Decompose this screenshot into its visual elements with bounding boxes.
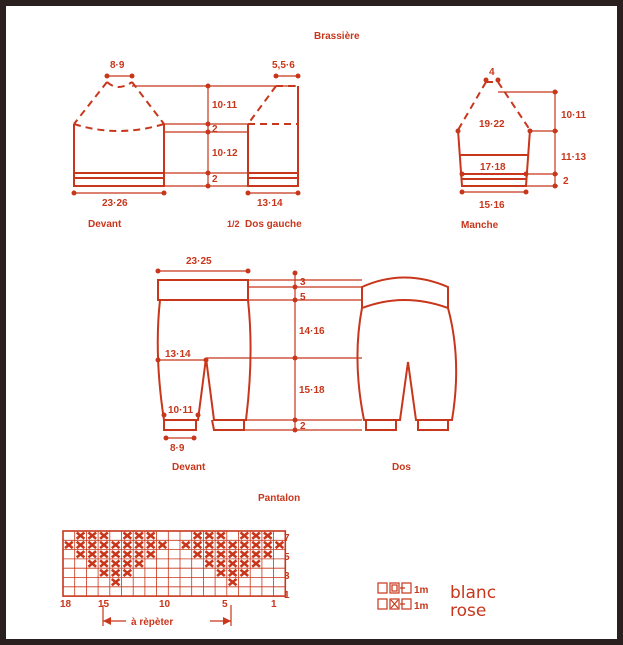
grid-cross-mark xyxy=(217,542,225,548)
grid-cross-mark xyxy=(77,533,85,539)
rose-cross-icon xyxy=(391,600,398,608)
grid-cross-mark xyxy=(147,542,155,548)
grid-cross-mark xyxy=(229,579,237,585)
grid-cross-mark xyxy=(217,533,225,539)
grid-cross-mark xyxy=(252,560,260,566)
grid-cross-mark xyxy=(112,570,120,576)
grid-cross-mark xyxy=(276,542,284,548)
grid-cross-mark xyxy=(112,542,120,548)
legend xyxy=(378,583,411,609)
manche-width-bot: 15·16 xyxy=(479,200,505,211)
pantalon-waist-measure: 23·25 xyxy=(186,256,212,267)
grid-cross-mark xyxy=(100,570,108,576)
pantalon-title: Pantalon xyxy=(258,493,301,504)
dos-shoulder-measure: 5,5·6 xyxy=(272,60,295,71)
grid-cross-mark xyxy=(229,542,237,548)
pantalon-cuff-measure: 10·11 xyxy=(168,405,194,416)
repeat-label: à rèpèter xyxy=(131,617,174,628)
manche-label: Manche xyxy=(461,220,499,231)
manche-measure-1: 10·11 xyxy=(561,110,587,121)
grid-cross-mark xyxy=(88,542,96,548)
grid-cross-mark xyxy=(229,551,237,557)
grid-cross-mark xyxy=(112,560,120,566)
grid-border xyxy=(63,531,285,596)
manche-top-measure: 4 xyxy=(489,67,495,78)
grid-col-label-1: 1 xyxy=(271,599,277,610)
brassiere-measure-4: 2 xyxy=(212,174,218,185)
legend-rose-code: 1m xyxy=(414,601,429,612)
grid-cross-mark xyxy=(252,551,260,557)
dos-label-fraction: 1/2 xyxy=(227,219,240,229)
grid-cross-mark xyxy=(241,570,249,576)
grid-cross-mark xyxy=(77,542,85,548)
grid-cross-mark xyxy=(124,560,132,566)
pantalon-measure-1: 3 xyxy=(300,277,306,288)
brassiere-title: Brassière xyxy=(314,31,360,42)
grid-cross-mark xyxy=(124,542,132,548)
grid-cross-mark xyxy=(217,551,225,557)
grid-cross-mark xyxy=(135,542,143,548)
grid-cross-mark xyxy=(252,533,260,539)
grid-cross-mark xyxy=(241,560,249,566)
brassiere-measure-1: 10·11 xyxy=(212,100,238,111)
grid-cross-mark xyxy=(194,542,202,548)
grid-cross-mark xyxy=(194,533,202,539)
grid-cross-mark xyxy=(241,551,249,557)
grid-cross-mark xyxy=(124,570,132,576)
brassiere-dos-label: Dos gauche xyxy=(245,219,302,230)
grid-cross-mark xyxy=(264,533,272,539)
pantalon-measure-5: 2 xyxy=(300,421,306,432)
grid-cross-mark xyxy=(264,542,272,548)
brassiere-dos-piece xyxy=(248,86,298,186)
grid-cross-mark xyxy=(205,560,213,566)
grid-cross-mark xyxy=(205,533,213,539)
manche-measure-2: 11·13 xyxy=(561,152,587,163)
pantalon-leg-measure: 13·14 xyxy=(165,349,191,360)
grid-col-label-10: 10 xyxy=(159,599,171,610)
grid-cross-mark xyxy=(112,579,120,585)
grid-cross-mark xyxy=(264,551,272,557)
knitting-schematic xyxy=(6,6,617,639)
pattern-sheet xyxy=(6,6,617,639)
grid-row-label-5: 5 xyxy=(284,552,290,563)
grid-cross-mark xyxy=(135,560,143,566)
grid-cross-mark xyxy=(205,551,213,557)
pantalon-measure-3: 14·16 xyxy=(299,326,325,337)
grid-cross-mark xyxy=(229,560,237,566)
grid-col-label-5: 5 xyxy=(222,599,228,610)
pantalon-devant-label: Devant xyxy=(172,462,206,473)
pantalon-measure-2: 5 xyxy=(300,292,306,303)
grid-cross-mark xyxy=(241,542,249,548)
grid-cross-mark xyxy=(100,551,108,557)
grid-cross-mark xyxy=(147,533,155,539)
grid-cross-mark xyxy=(135,551,143,557)
grid-cross-mark xyxy=(88,560,96,566)
grid-cross-mark xyxy=(135,533,143,539)
legend-blanc-code: 1m xyxy=(414,585,429,596)
grid-cross-mark xyxy=(100,560,108,566)
pantalon-foot-measure: 8·9 xyxy=(170,443,185,454)
grid-cross-mark xyxy=(194,551,202,557)
colorwork-grid xyxy=(63,531,285,596)
grid-cross-mark xyxy=(65,542,73,548)
grid-row-label-1: 1 xyxy=(284,590,290,601)
brassiere-devant-piece xyxy=(74,82,164,186)
manche-measure-3: 2 xyxy=(563,176,569,187)
grid-col-label-18: 18 xyxy=(60,599,72,610)
grid-cross-mark xyxy=(229,570,237,576)
grid-cross-mark xyxy=(88,551,96,557)
legend-blanc-text: blanc xyxy=(450,583,497,603)
grid-cross-mark xyxy=(88,533,96,539)
manche-width-mid: 17·18 xyxy=(480,162,506,173)
legend-rose-text: rose xyxy=(450,601,487,621)
grid-cross-mark xyxy=(241,533,249,539)
grid-cross-mark xyxy=(252,542,260,548)
manche-width-top: 19·22 xyxy=(479,119,505,130)
pantalon-dos-piece xyxy=(357,278,456,431)
pantalon-measure-4: 15·18 xyxy=(299,385,325,396)
brassiere-measure-2: 2 xyxy=(212,124,218,135)
grid-cross-mark xyxy=(124,551,132,557)
devant-neck-measure: 8·9 xyxy=(110,60,125,71)
grid-cross-mark xyxy=(147,551,155,557)
grid-cross-mark xyxy=(124,533,132,539)
grid-col-label-15: 15 xyxy=(98,599,110,610)
grid-cross-mark xyxy=(100,542,108,548)
pantalon-dos-label: Dos xyxy=(392,462,411,473)
devant-width-measure: 23·26 xyxy=(102,198,128,209)
grid-cross-mark xyxy=(217,570,225,576)
grid-cross-mark xyxy=(112,551,120,557)
grid-cross-mark xyxy=(100,533,108,539)
brassiere-measure-3: 10·12 xyxy=(212,148,238,159)
grid-row-label-3: 3 xyxy=(284,571,290,582)
grid-cross-mark xyxy=(77,551,85,557)
grid-cross-mark xyxy=(205,542,213,548)
brassiere-devant-label: Devant xyxy=(88,219,122,230)
blanc-square-icon xyxy=(392,585,397,591)
grid-cross-mark xyxy=(182,542,190,548)
grid-cross-mark xyxy=(159,542,167,548)
dos-width-measure: 13·14 xyxy=(257,198,283,209)
grid-row-label-7: 7 xyxy=(284,533,290,544)
grid-cross-mark xyxy=(217,560,225,566)
